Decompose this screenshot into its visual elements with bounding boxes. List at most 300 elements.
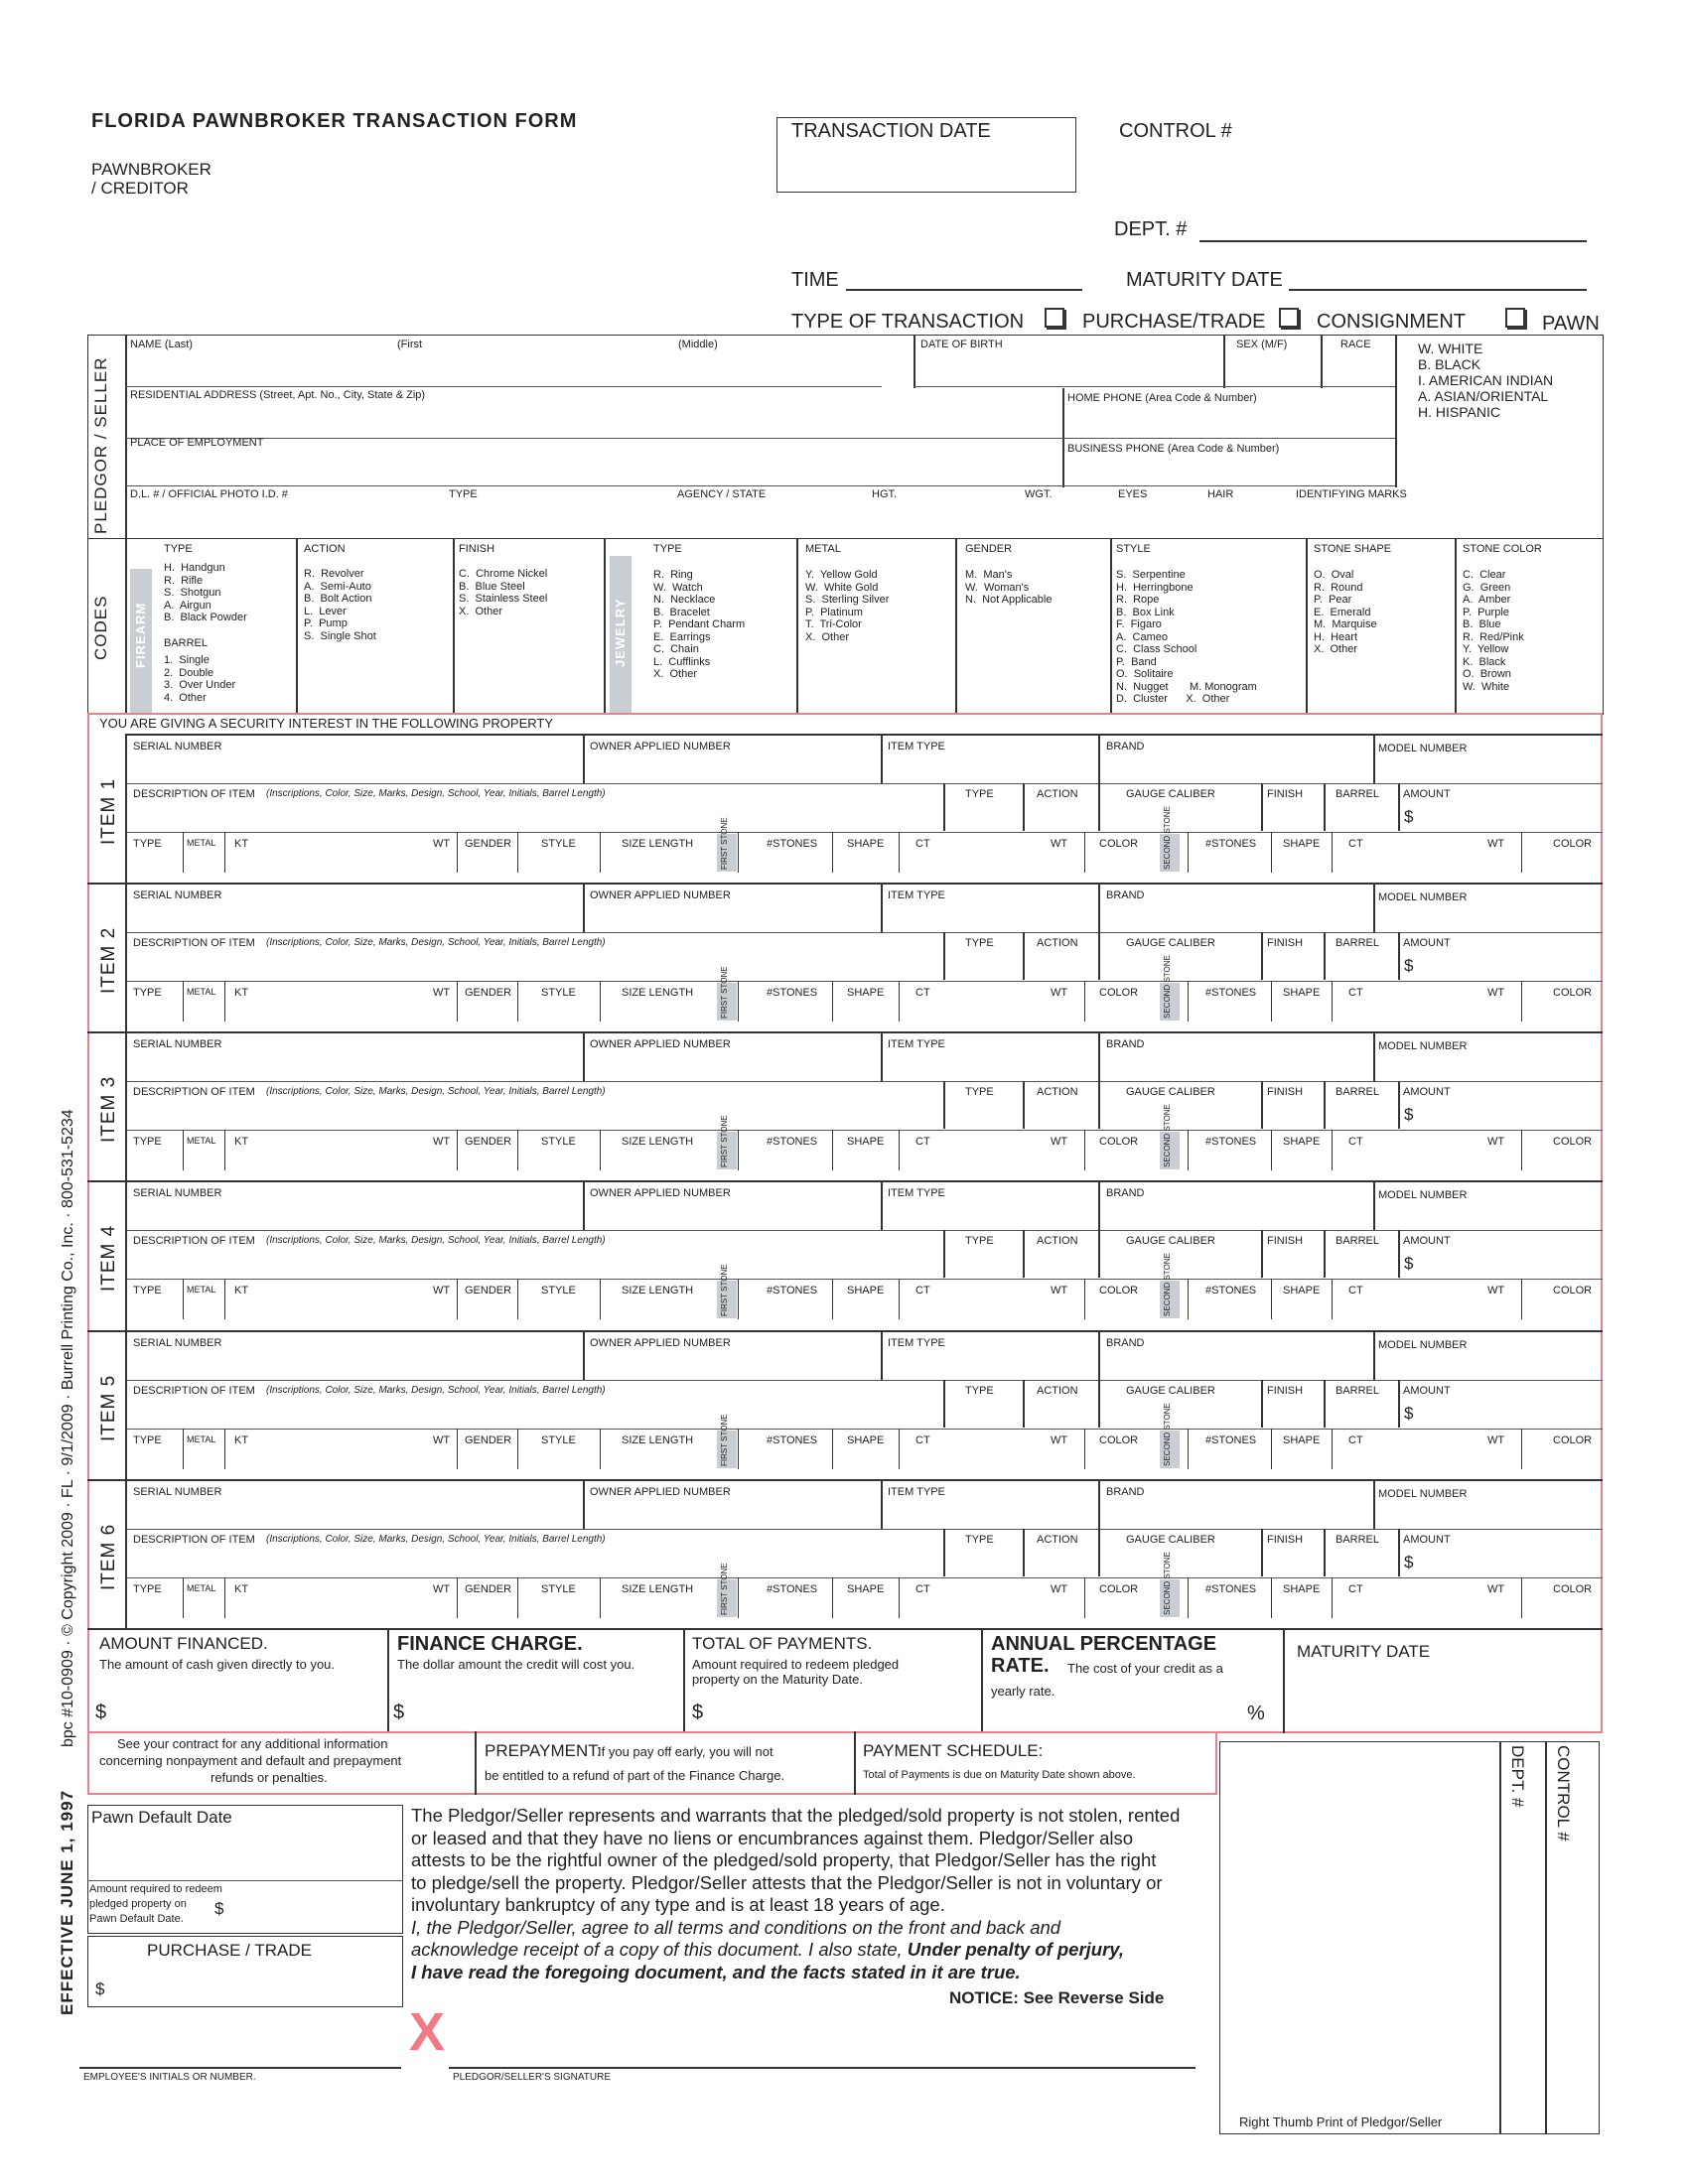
effective-date: EFFECTIVE JUNE 1, 1997 bbox=[58, 1789, 76, 2015]
description-note: (Inscriptions, Color, Size, Marks, Design, School, Year, Initials, Barrel Length) bbox=[266, 1235, 606, 1246]
weight-label: WT bbox=[433, 1583, 451, 1595]
total-payments-desc2: property on the Maturity Date. bbox=[692, 1672, 863, 1687]
description-note: (Inscriptions, Color, Size, Marks, Design, School, Year, Initials, Barrel Length) bbox=[266, 1385, 606, 1396]
second-stone-label: SECOND STONE bbox=[1163, 1104, 1172, 1167]
shape-heading: STONE SHAPE bbox=[1314, 543, 1392, 555]
divider bbox=[1271, 832, 1272, 873]
description-row-field[interactable] bbox=[125, 1577, 1603, 1578]
owner-number-label: OWNER APPLIED NUMBER bbox=[590, 1337, 731, 1349]
description-label: DESCRIPTION OF ITEM bbox=[133, 1534, 255, 1546]
second-stone-label: SECOND STONE bbox=[1163, 955, 1172, 1019]
amount-financed-dollar[interactable]: $ bbox=[95, 1702, 107, 1723]
serial-number-label: SERIAL NUMBER bbox=[133, 1187, 222, 1199]
purchase-trade-checkbox[interactable] bbox=[1045, 308, 1064, 328]
divider bbox=[600, 1577, 601, 1618]
business-phone-field[interactable] bbox=[1062, 485, 1395, 486]
dob-label: DATE OF BIRTH bbox=[920, 339, 1003, 350]
gun-type-label: TYPE bbox=[965, 788, 994, 800]
kt-label: KT bbox=[234, 838, 249, 850]
serial-row-field[interactable] bbox=[125, 1081, 1603, 1082]
stones2-label: #STONES bbox=[1205, 1285, 1257, 1297]
height-label: HGT. bbox=[872, 488, 898, 500]
divider bbox=[1261, 932, 1263, 980]
divider bbox=[457, 1577, 458, 1618]
amount-dollar[interactable]: $ bbox=[1404, 1254, 1414, 1273]
security-interest-label: YOU ARE GIVING A SECURITY INTEREST IN THE FOLLOWING PROPERTY bbox=[99, 716, 554, 731]
brand-label: BRAND bbox=[1106, 1337, 1145, 1349]
divider bbox=[1306, 538, 1308, 715]
metal-heading: METAL bbox=[805, 543, 841, 555]
apr-label: ANNUAL PERCENTAGE bbox=[991, 1633, 1217, 1655]
signature-field[interactable] bbox=[449, 2067, 1196, 2069]
race-code: A. ASIAN/ORIENTAL bbox=[1418, 388, 1549, 404]
model-number-label: MODEL NUMBER bbox=[1378, 1488, 1468, 1500]
divider bbox=[1398, 783, 1400, 831]
divider bbox=[1098, 1332, 1100, 1380]
jewelry-band bbox=[610, 556, 632, 713]
employee-initials-field[interactable] bbox=[79, 2067, 401, 2069]
divider bbox=[1321, 335, 1323, 388]
style-label: STYLE bbox=[541, 838, 576, 850]
stone2-weight-label: WT bbox=[1487, 1136, 1505, 1148]
divider bbox=[387, 1628, 389, 1733]
divider bbox=[738, 832, 739, 873]
address-field[interactable] bbox=[125, 438, 1062, 439]
second-stone-label: SECOND STONE bbox=[1163, 1403, 1172, 1466]
shape-label: SHAPE bbox=[847, 1285, 885, 1297]
divider bbox=[1398, 1230, 1400, 1278]
divider bbox=[832, 1429, 833, 1469]
serial-row-field[interactable] bbox=[125, 783, 1603, 784]
divider bbox=[224, 1130, 225, 1170]
model-number-label: MODEL NUMBER bbox=[1378, 891, 1468, 903]
divider bbox=[738, 1577, 739, 1618]
second-stone-band bbox=[1160, 806, 1180, 872]
divider bbox=[1098, 736, 1100, 783]
divider bbox=[1271, 1429, 1272, 1469]
description-row-field[interactable] bbox=[125, 1279, 1603, 1280]
divider bbox=[1398, 1529, 1400, 1576]
divider bbox=[183, 832, 184, 873]
brand-label: BRAND bbox=[1106, 1187, 1145, 1199]
pawn-label: PAWN bbox=[1542, 313, 1600, 335]
divider bbox=[1084, 1577, 1085, 1618]
serial-row-field[interactable] bbox=[125, 1380, 1603, 1381]
model-number-label: MODEL NUMBER bbox=[1378, 743, 1468, 754]
apr-desc1: The cost of your credit as a bbox=[1067, 1661, 1223, 1676]
finish-codes: C. Chrome Nickel B. Blue Steel S. Stainless Steel X. Other bbox=[459, 568, 548, 617]
ct-label: CT bbox=[915, 838, 930, 850]
metal-label: METAL bbox=[187, 838, 216, 848]
gun-type-label: TYPE bbox=[965, 1235, 994, 1247]
gun-type-label: TYPE bbox=[965, 1086, 994, 1098]
item-label: ITEM 3 bbox=[98, 1075, 119, 1143]
amount-dollar[interactable]: $ bbox=[1404, 1105, 1414, 1124]
style-codes: S. Serpentine H. Herringbone R. Rope B. Box Link F. Figaro A. Cameo C. Class School P. Band O. Solitaire N. Nugget M. Monogram D. Cluster X. Other bbox=[1116, 569, 1257, 705]
divider bbox=[1324, 783, 1326, 831]
time-field[interactable] bbox=[846, 289, 1082, 291]
divider bbox=[1373, 1033, 1375, 1081]
creditor-label: / CREDITOR bbox=[91, 179, 189, 198]
divider bbox=[1332, 981, 1333, 1022]
stone2-weight-label: WT bbox=[1487, 987, 1505, 999]
divider bbox=[583, 885, 585, 932]
description-row-field[interactable] bbox=[125, 981, 1603, 982]
seller-side-label: PLEDGOR / SELLER bbox=[91, 356, 110, 534]
divider bbox=[1271, 1130, 1272, 1170]
owner-number-label: OWNER APPLIED NUMBER bbox=[590, 1486, 731, 1498]
security-frame bbox=[87, 713, 1603, 1733]
kt-label: KT bbox=[234, 1434, 249, 1446]
kt-label: KT bbox=[234, 987, 249, 999]
purchase-trade-dollar[interactable]: $ bbox=[95, 1979, 105, 1998]
stone-color-label: COLOR bbox=[1099, 987, 1139, 999]
first-stone-band bbox=[717, 966, 737, 1021]
gun-type-label: TYPE bbox=[965, 1534, 994, 1546]
divider bbox=[1261, 1230, 1263, 1278]
employment-label: PLACE OF EMPLOYMENT bbox=[130, 437, 264, 449]
shape2-label: SHAPE bbox=[1283, 1285, 1321, 1297]
employment-field[interactable] bbox=[125, 485, 1062, 486]
stone2-color-label: COLOR bbox=[1553, 1434, 1593, 1446]
divider bbox=[1373, 1182, 1375, 1230]
amount-label: AMOUNT bbox=[1403, 1534, 1451, 1546]
barrel-label: BARREL bbox=[1336, 1086, 1380, 1098]
divider bbox=[943, 932, 945, 980]
weight-label: WT bbox=[433, 1434, 451, 1446]
divider bbox=[1398, 1081, 1400, 1129]
seller-frame bbox=[87, 335, 1604, 539]
divider bbox=[981, 1628, 983, 1733]
divider bbox=[87, 1880, 403, 1881]
divider bbox=[1398, 1380, 1400, 1428]
divider bbox=[1324, 1230, 1326, 1278]
second-stone-label: SECOND STONE bbox=[1163, 806, 1172, 870]
transaction-date-label: TRANSACTION DATE bbox=[791, 120, 991, 142]
finish-label: FINISH bbox=[1267, 1235, 1304, 1247]
size-length-label: SIZE LENGTH bbox=[622, 1136, 694, 1148]
divider bbox=[1023, 1230, 1025, 1278]
ct2-label: CT bbox=[1348, 1136, 1363, 1148]
signature-label: PLEDGOR/SELLER'S SIGNATURE bbox=[453, 2072, 611, 2083]
divider bbox=[1188, 832, 1189, 873]
pawn-checkbox[interactable] bbox=[1505, 308, 1525, 328]
ct-label: CT bbox=[915, 987, 930, 999]
action-heading: ACTION bbox=[304, 543, 346, 555]
jewelry-type-label: TYPE bbox=[133, 1136, 162, 1148]
divider bbox=[881, 1182, 883, 1230]
gender-label: GENDER bbox=[465, 1136, 512, 1148]
metal-codes: Y. Yellow Gold W. White Gold S. Sterling Silver P. Platinum T. Tri-Color X. Other bbox=[805, 569, 890, 643]
divider bbox=[1373, 885, 1375, 932]
divider bbox=[955, 538, 957, 715]
divider bbox=[457, 981, 458, 1022]
warranty-line: The Pledgor/Seller represents and warrants that the pledged/sold property is not stolen, rented bbox=[411, 1805, 1181, 1826]
first-stone-band bbox=[717, 1414, 737, 1468]
action-label: ACTION bbox=[1037, 937, 1078, 949]
divider bbox=[1324, 1380, 1326, 1428]
divider bbox=[457, 1429, 458, 1469]
reverse-side-notice: NOTICE: See Reverse Side bbox=[949, 1988, 1165, 2007]
gauge-caliber-label: GAUGE CALIBER bbox=[1126, 937, 1215, 949]
apr-percent[interactable]: % bbox=[1247, 1703, 1265, 1724]
total-payments-label: TOTAL OF PAYMENTS. bbox=[692, 1634, 873, 1653]
serial-row-field[interactable] bbox=[125, 932, 1603, 933]
prepayment-heading: PREPAYMENT: bbox=[485, 1741, 602, 1760]
description-row-field[interactable] bbox=[125, 1429, 1603, 1430]
divider bbox=[1084, 832, 1085, 873]
stones-label: #STONES bbox=[767, 1136, 818, 1148]
ct2-label: CT bbox=[1348, 1583, 1363, 1595]
item-separator bbox=[87, 1180, 1603, 1182]
jewelry-type-label: TYPE bbox=[133, 1434, 162, 1446]
stones2-label: #STONES bbox=[1205, 1583, 1257, 1595]
stones-label: #STONES bbox=[767, 1285, 818, 1297]
item-label: ITEM 5 bbox=[98, 1374, 119, 1441]
name-first-label: (First bbox=[397, 339, 423, 350]
item-separator bbox=[87, 1479, 1603, 1481]
divider bbox=[943, 783, 945, 831]
name-field[interactable] bbox=[125, 386, 882, 387]
divider bbox=[1023, 1380, 1025, 1428]
name-middle-label: (Middle) bbox=[678, 339, 718, 350]
jewelry-type-label: TYPE bbox=[133, 1285, 162, 1297]
divider bbox=[1373, 1481, 1375, 1529]
shape-codes: O. Oval R. Round P. Pear E. Emerald M. Marquise H. Heart X. Other bbox=[1314, 569, 1377, 655]
home-phone-field[interactable] bbox=[1062, 438, 1395, 439]
divider bbox=[1261, 783, 1263, 831]
divider bbox=[1395, 335, 1397, 487]
divider bbox=[1324, 1081, 1326, 1129]
metal-label: METAL bbox=[187, 987, 216, 997]
printer-credit: bpc #10-0909 · © Copyright 2009 · FL · 9/1/2009 · Burrell Printing Co., Inc. · 800-531-5234 bbox=[60, 1109, 76, 1747]
dept-label: DEPT. # bbox=[1114, 218, 1188, 240]
divider bbox=[1271, 1577, 1272, 1618]
description-row-field[interactable] bbox=[125, 832, 1603, 833]
divider bbox=[1398, 932, 1400, 980]
model-number-label: MODEL NUMBER bbox=[1378, 1040, 1468, 1052]
serial-row-field[interactable] bbox=[125, 1230, 1603, 1231]
warranty-line: to pledge/sell the property. Pledgor/Seller attests that the Pledgor/Seller is not in voluntary or bbox=[411, 1871, 1163, 1893]
style-label: STYLE bbox=[541, 1285, 576, 1297]
finish-label: FINISH bbox=[1267, 1534, 1304, 1546]
divider bbox=[125, 734, 1603, 736]
finish-label: FINISH bbox=[1267, 1385, 1304, 1397]
redeem-line-1: Amount required to redeem bbox=[89, 1883, 222, 1895]
dept-field[interactable] bbox=[1199, 240, 1587, 242]
thumb-print-frame bbox=[1219, 1741, 1600, 2134]
divider bbox=[1188, 1130, 1189, 1170]
ct2-label: CT bbox=[1348, 1285, 1363, 1297]
divider bbox=[517, 1279, 518, 1319]
divider bbox=[943, 1081, 945, 1129]
amount-dollar[interactable]: $ bbox=[1404, 1553, 1414, 1571]
divider bbox=[1098, 1182, 1100, 1230]
divider bbox=[832, 832, 833, 873]
model-number-label: MODEL NUMBER bbox=[1378, 1189, 1468, 1201]
stone-weight-label: WT bbox=[1051, 1434, 1068, 1446]
divider bbox=[517, 832, 518, 873]
amount-label: AMOUNT bbox=[1403, 1235, 1451, 1247]
redeem-dollar[interactable]: $ bbox=[214, 1899, 224, 1918]
gauge-caliber-label: GAUGE CALIBER bbox=[1126, 1235, 1215, 1247]
divider bbox=[600, 1130, 601, 1170]
contract-line-1: See your contract for any additional information bbox=[117, 1736, 388, 1751]
jw-type-heading: TYPE bbox=[653, 543, 682, 555]
gender-label: GENDER bbox=[465, 838, 512, 850]
size-length-label: SIZE LENGTH bbox=[622, 1583, 694, 1595]
divider bbox=[1098, 1529, 1100, 1576]
serial-number-label: SERIAL NUMBER bbox=[133, 1486, 222, 1498]
divider bbox=[899, 1130, 900, 1170]
divider bbox=[1545, 1741, 1547, 2134]
description-row-field[interactable] bbox=[125, 1130, 1603, 1131]
divider bbox=[881, 1332, 883, 1380]
fa-type-codes: H. Handgun R. Rifle S. Shotgun A. Airgun B. Black Powder bbox=[164, 562, 247, 623]
weight-label: WT bbox=[433, 838, 451, 850]
finance-maturity-label: MATURITY DATE bbox=[1297, 1642, 1431, 1661]
divider bbox=[899, 832, 900, 873]
divider bbox=[1271, 1279, 1272, 1319]
divider bbox=[1098, 1230, 1100, 1278]
finance-charge-label: FINANCE CHARGE. bbox=[397, 1633, 583, 1655]
dl-label: D.L. # / OFFICIAL PHOTO I.D. # bbox=[130, 488, 288, 500]
stone2-weight-label: WT bbox=[1487, 1285, 1505, 1297]
second-stone-band bbox=[1160, 1104, 1180, 1169]
serial-number-label: SERIAL NUMBER bbox=[133, 889, 222, 901]
style-label: STYLE bbox=[541, 1583, 576, 1595]
fa-type-heading: TYPE bbox=[164, 543, 193, 555]
divider bbox=[914, 335, 915, 388]
purchase-trade-title: PURCHASE / TRADE bbox=[147, 1941, 312, 1960]
divider bbox=[738, 1429, 739, 1469]
item-label: ITEM 2 bbox=[98, 926, 119, 994]
item-separator bbox=[87, 1031, 1603, 1033]
stones2-label: #STONES bbox=[1205, 838, 1257, 850]
gender-label: GENDER bbox=[465, 1583, 512, 1595]
shape-label: SHAPE bbox=[847, 1136, 885, 1148]
ct2-label: CT bbox=[1348, 1434, 1363, 1446]
amount-dollar[interactable]: $ bbox=[1404, 956, 1414, 975]
divider bbox=[583, 736, 585, 783]
divider bbox=[600, 832, 601, 873]
divider bbox=[881, 885, 883, 932]
shape2-label: SHAPE bbox=[1283, 1136, 1321, 1148]
divider bbox=[1332, 1429, 1333, 1469]
barrel-codes: 1. Single 2. Double 3. Over Under 4. Other bbox=[164, 654, 236, 704]
divider bbox=[1499, 1741, 1501, 2134]
stones-label: #STONES bbox=[767, 1434, 818, 1446]
first-stone-label: FIRST STONE bbox=[720, 1563, 729, 1615]
action-label: ACTION bbox=[1037, 1534, 1078, 1546]
divider bbox=[583, 1033, 585, 1081]
ct2-label: CT bbox=[1348, 987, 1363, 999]
stones2-label: #STONES bbox=[1205, 1136, 1257, 1148]
warranty-text bbox=[411, 1805, 1209, 1983]
divider bbox=[1023, 932, 1025, 980]
divider bbox=[1023, 1529, 1025, 1576]
gauge-caliber-label: GAUGE CALIBER bbox=[1126, 1385, 1215, 1397]
description-label: DESCRIPTION OF ITEM bbox=[133, 1385, 255, 1397]
gauge-caliber-label: GAUGE CALIBER bbox=[1126, 788, 1215, 800]
signature-x-mark: X bbox=[409, 2002, 446, 2062]
divider bbox=[1373, 1332, 1375, 1380]
maturity-date-field[interactable] bbox=[1289, 289, 1587, 291]
total-payments-dollar[interactable]: $ bbox=[692, 1702, 704, 1723]
stones-label: #STONES bbox=[767, 1583, 818, 1595]
size-length-label: SIZE LENGTH bbox=[622, 1434, 694, 1446]
divider bbox=[1261, 1529, 1263, 1576]
race-code: W. WHITE bbox=[1418, 341, 1483, 356]
divider bbox=[457, 832, 458, 873]
apr-desc2: yearly rate. bbox=[991, 1684, 1055, 1699]
barrel-label: BARREL bbox=[1336, 788, 1380, 800]
ct-label: CT bbox=[915, 1434, 930, 1446]
finance-charge-dollar[interactable]: $ bbox=[393, 1702, 405, 1723]
metal-label: METAL bbox=[187, 1285, 216, 1295]
gauge-caliber-label: GAUGE CALIBER bbox=[1126, 1086, 1215, 1098]
description-label: DESCRIPTION OF ITEM bbox=[133, 1086, 255, 1098]
divider bbox=[475, 1731, 477, 1795]
item-separator bbox=[87, 1330, 1603, 1332]
item-type-label: ITEM TYPE bbox=[888, 1337, 945, 1349]
divider bbox=[1373, 736, 1375, 783]
kt-label: KT bbox=[234, 1136, 249, 1148]
ct2-label: CT bbox=[1348, 838, 1363, 850]
owner-number-label: OWNER APPLIED NUMBER bbox=[590, 1038, 731, 1050]
amount-dollar[interactable]: $ bbox=[1404, 1404, 1414, 1423]
divider bbox=[1324, 932, 1326, 980]
divider bbox=[1332, 1577, 1333, 1618]
second-stone-label: SECOND STONE bbox=[1163, 1253, 1172, 1316]
pawn-default-label: Pawn Default Date bbox=[91, 1808, 232, 1827]
amount-label: AMOUNT bbox=[1403, 1086, 1451, 1098]
item-label: ITEM 1 bbox=[98, 777, 119, 845]
race-code: H. HISPANIC bbox=[1418, 404, 1500, 420]
warranty-line: attests to be the rightful owner of the pledged/sold property, that Pledgor/Seller has the right bbox=[411, 1849, 1157, 1870]
stone2-weight-label: WT bbox=[1487, 1434, 1505, 1446]
finish-label: FINISH bbox=[1267, 1086, 1304, 1098]
action-label: ACTION bbox=[1037, 1086, 1078, 1098]
barrel-label: BARREL bbox=[1336, 1385, 1380, 1397]
home-phone-label: HOME PHONE (Area Code & Number) bbox=[1067, 392, 1257, 404]
divider bbox=[583, 1332, 585, 1380]
consignment-checkbox[interactable] bbox=[1279, 308, 1299, 328]
finish-heading: FINISH bbox=[459, 543, 495, 555]
amount-dollar[interactable]: $ bbox=[1404, 807, 1414, 826]
description-note: (Inscriptions, Color, Size, Marks, Design, School, Year, Initials, Barrel Length) bbox=[266, 788, 606, 799]
gun-type-label: TYPE bbox=[965, 937, 994, 949]
stone-weight-label: WT bbox=[1051, 838, 1068, 850]
shape2-label: SHAPE bbox=[1283, 838, 1321, 850]
identifying-marks-label: IDENTIFYING MARKS bbox=[1296, 488, 1407, 500]
serial-row-field[interactable] bbox=[125, 1529, 1603, 1530]
item-type-label: ITEM TYPE bbox=[888, 889, 945, 901]
stone-weight-label: WT bbox=[1051, 1583, 1068, 1595]
redeem-line-2: pledged property on bbox=[89, 1898, 187, 1910]
divider bbox=[1521, 1279, 1522, 1319]
divider bbox=[1084, 981, 1085, 1022]
stone-weight-label: WT bbox=[1051, 1136, 1068, 1148]
divider bbox=[832, 1577, 833, 1618]
jewelry-type-label: TYPE bbox=[133, 987, 162, 999]
divider bbox=[1261, 1380, 1263, 1428]
agreement-line: acknowledge receipt of a copy of this document. I also state, bbox=[411, 1939, 908, 1960]
stone2-weight-label: WT bbox=[1487, 1583, 1505, 1595]
owner-number-label: OWNER APPLIED NUMBER bbox=[590, 1187, 731, 1199]
dob-sex-race-field[interactable] bbox=[914, 386, 1395, 387]
action-codes: R. Revolver A. Semi-Auto B. Bolt Action L. Lever P. Pump S. Single Shot bbox=[304, 568, 376, 642]
